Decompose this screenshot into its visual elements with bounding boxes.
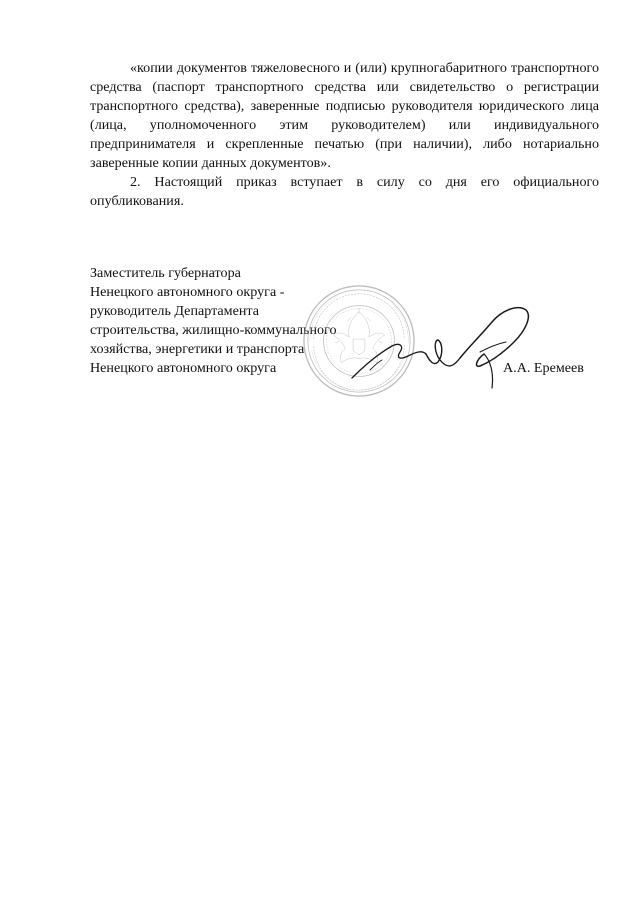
signer-position-line: строительства, жилищно-коммунального — [90, 322, 337, 338]
signer-name: А.А. Еремеев — [503, 360, 584, 376]
signer-position-line: Ненецкого автономного округа — [90, 360, 277, 376]
signer-position-line: Ненецкого автономного округа - — [90, 284, 285, 300]
signer-position-line: хозяйства, энергетики и транспорта — [90, 341, 305, 357]
paragraph-entry-into-force: 2. Настоящий приказ вступает в силу со дня его официального опубликования. — [90, 174, 599, 209]
signer-position-line: руководитель Департамента — [90, 303, 259, 319]
document-body — [90, 59, 599, 211]
signer-position-line: Заместитель губернатора — [90, 265, 241, 281]
paragraph-quoted-amendment: «копии документов тяжеловесного и (или) крупногабаритного транспортного средства (паспорт транспортного средства или свидетельство о регистрации транспортного средства), заверенные подписью руководителя юридического лица (лица, уполномоченного этим руководителем) или индивидуального предпринимателя и скрепленные печатью (при наличии), либо нотариально заверенные копии данных документов». — [90, 60, 599, 171]
